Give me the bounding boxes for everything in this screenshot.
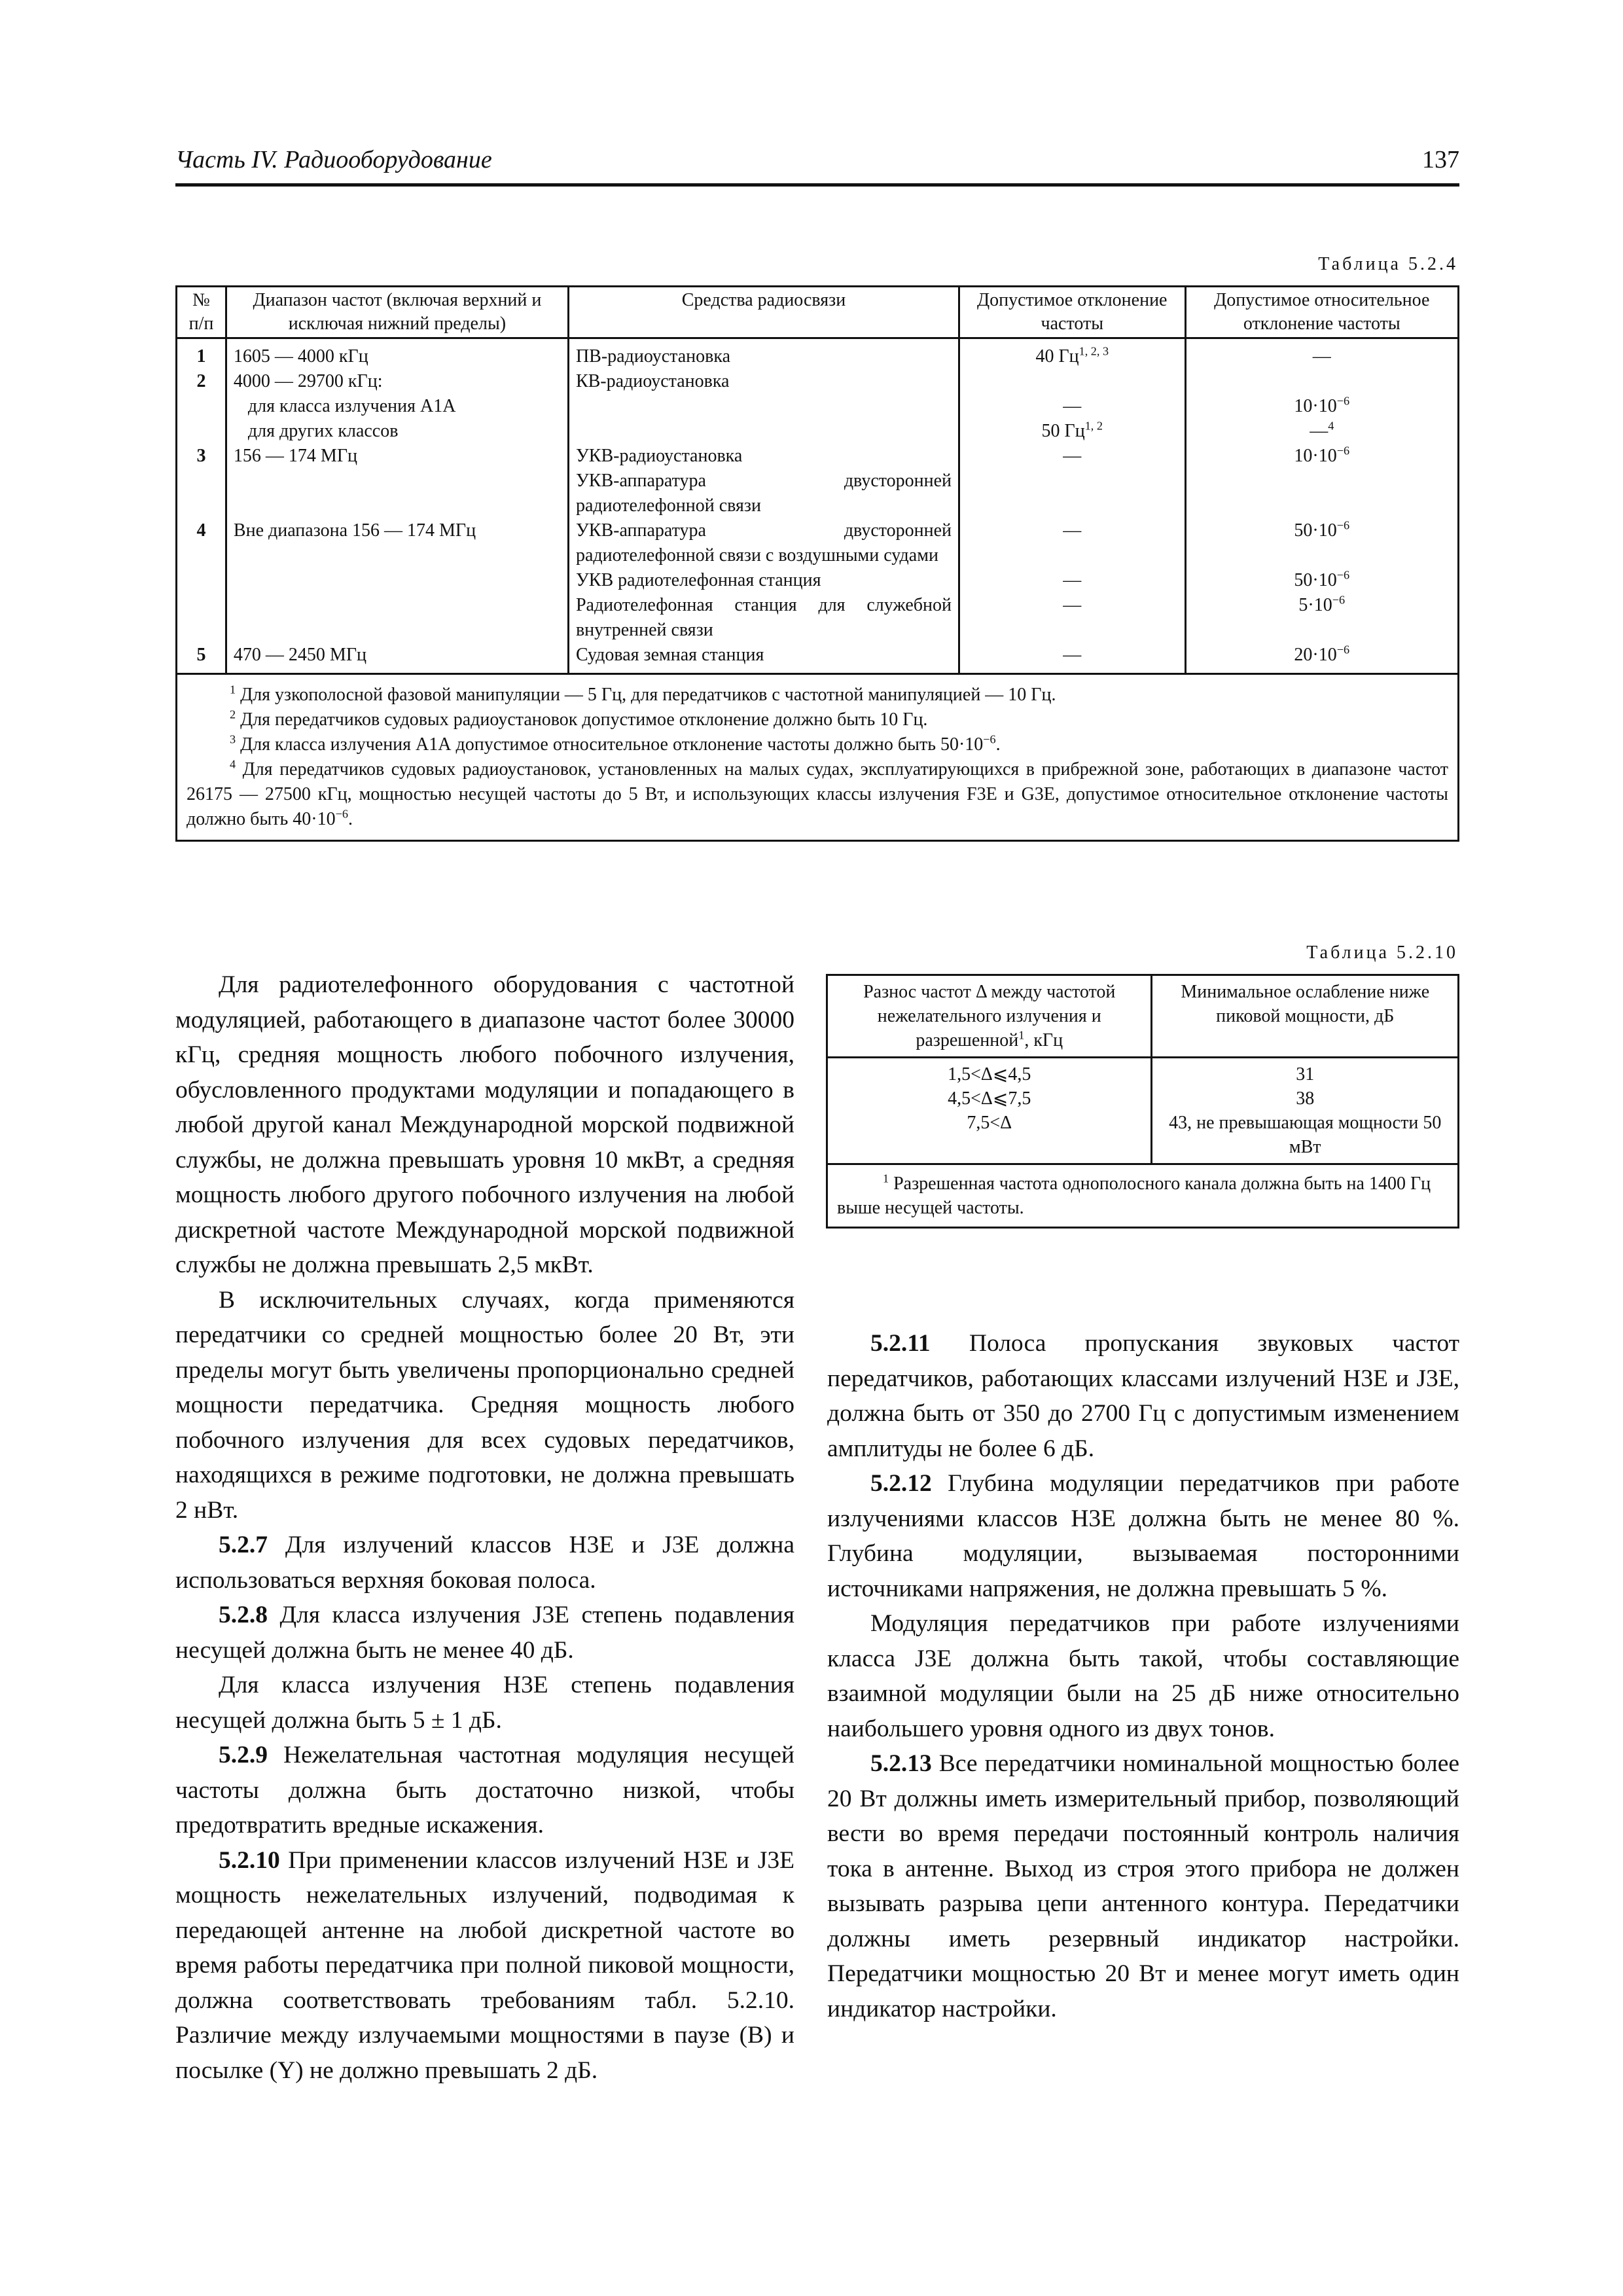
- table-cell: 40 Гц$^{1, 2, 3}$: [959, 338, 1186, 370]
- table-cell: [226, 593, 568, 643]
- paragraph: Модуляция передатчиков при работе излучениями класса J3E должна быть такой, чтобы составляющие взаимной модуляции были на 25 дБ ниже относительно наибольшего уровня одного из двух тонов.: [827, 1610, 1459, 1742]
- footnote: $^3$ Для класса излучения А1А допустимое относительное отклонение частоты должно быть $50\cdot 10^{-6}$.: [230, 732, 1001, 755]
- table-header-row: [827, 975, 1459, 1058]
- table-cell: [226, 568, 568, 593]
- footnote: $^4$ Для передатчиков судовых радиоустановок, установленных на малых судах, эксплуатирующихся в прибрежной зоне, работающих в диапазоне частот 26175 — 27500 кГц, мощностью несущей частоты до 5 Вт, и использующих классы излучения F3E и G3E, допустимое относительное отклонение частоты должно быть $40\cdot 10^{-6}$.: [187, 757, 1449, 829]
- table-cell: $50\cdot 10^{-6}$: [1185, 568, 1458, 593]
- table-cell: $10\cdot 10^{-6}$: [1185, 394, 1458, 419]
- table-row: [177, 643, 1459, 674]
- table-cell: ПВ-радиоустановка: [568, 338, 959, 370]
- table-cell: [226, 469, 568, 518]
- table-cell: для других классов: [226, 419, 568, 444]
- table-caption: Таблица 5.2.10: [1306, 942, 1458, 963]
- paragraph: 5.2.7 Для излучений классов H3E и J3E должна использоваться верхняя боковая полоса.: [175, 1532, 794, 1594]
- table-cell: 31 38 43, не превышающая мощности 50 мВт: [1152, 1058, 1459, 1164]
- table-cell: [1185, 369, 1458, 394]
- table-cell: [177, 469, 226, 518]
- table-cell: [177, 568, 226, 593]
- table-row: [177, 419, 1459, 444]
- header-cell: Диапазон частот (включая верхний и исключая нижний пределы): [226, 287, 568, 338]
- table-cell: —: [1185, 338, 1458, 370]
- table-row: [177, 338, 1459, 370]
- table-row: [177, 518, 1459, 568]
- table-cell: 156 — 174 МГц: [226, 444, 568, 469]
- table-cell: [959, 469, 1186, 518]
- table-caption: Таблица 5.2.4: [1318, 254, 1458, 274]
- unwanted-emission-table: [826, 974, 1459, 1229]
- table-cell: КВ-радиоустановка: [568, 369, 959, 394]
- paragraph: 5.2.11 Полоса пропускания звуковых частот передатчиков, работающих классами излучений H3E и J3E, должна быть от 350 до 2700 Гц с допустимым изменением амплитуды не более 6 дБ.: [827, 1330, 1459, 1462]
- table-cell: 2: [177, 369, 226, 394]
- table-cell: [177, 394, 226, 419]
- table-cell: Судовая земная станция: [568, 643, 959, 674]
- table-row: [827, 1058, 1459, 1164]
- table-notes: [177, 674, 1459, 841]
- table-cell: УКВ радиотелефонная станция: [568, 568, 959, 593]
- page-number: 137: [1422, 146, 1459, 173]
- table-cell: —: [959, 394, 1186, 419]
- running-title: Часть IV. Радиооборудование: [175, 146, 492, 173]
- table-note: $^1$ Разрешенная частота однополосного канала должна быть на 1400 Гц выше несущей частоты.: [827, 1164, 1459, 1228]
- table-cell: Радиотелефонная станция для служебной внутренней связи: [568, 593, 959, 643]
- paragraph: 5.2.9 Нежелательная частотная модуляция несущей частоты должна быть достаточно низкой, чтобы предотвратить вредные искажения.: [175, 1742, 794, 1839]
- frequency-tolerance-table: [175, 285, 1459, 842]
- table-cell: [1185, 469, 1458, 518]
- table-row: [177, 444, 1459, 469]
- table-cell: 3: [177, 444, 226, 469]
- table-cell: [568, 419, 959, 444]
- table-cell: УКВ-радиоустановка: [568, 444, 959, 469]
- table-row: [177, 394, 1459, 419]
- table-cell: 1605 — 4000 кГц: [226, 338, 568, 370]
- table-cell: 50 Гц$^{1, 2}$: [959, 419, 1186, 444]
- table-notes-row: [827, 1164, 1459, 1228]
- table-header-row: [177, 287, 1459, 338]
- table-cell: [177, 593, 226, 643]
- footnote: $^2$ Для передатчиков судовых радиоустановок допустимое отклонение должно быть 10 Гц.: [230, 708, 928, 730]
- paragraph: В исключительных случаях, когда применяются передатчики со средней мощностью более 20 Вт, эти пределы могут быть увеличены пропорционально средней мощности передатчика. Средняя мощность любого побочного излучения для всех судовых передатчиков, находящихся в режиме подготовки, не должна превышать 2 нВт.: [175, 1286, 794, 1524]
- table-cell: 5: [177, 643, 226, 674]
- left-text-column: [175, 967, 794, 2088]
- table-cell: 4: [177, 518, 226, 568]
- page-header: [175, 144, 1459, 187]
- header-cell: № п/п: [177, 287, 226, 338]
- table-cell: [959, 369, 1186, 394]
- table-cell: —: [959, 568, 1186, 593]
- table-cell: [568, 394, 959, 419]
- table-cell: —: [959, 518, 1186, 568]
- table-row: [177, 593, 1459, 643]
- table-cell: Вне диапазона 156 — 174 МГц: [226, 518, 568, 568]
- paragraph: 5.2.8 Для класса излучения J3E степень подавления несущей должна быть не менее 40 дБ.: [175, 1602, 794, 1664]
- paragraph: Для класса излучения H3E степень подавления несущей должна быть 5 ± 1 дБ.: [175, 1672, 794, 1734]
- table-cell: 1: [177, 338, 226, 370]
- table-cell: для класса излучения А1А: [226, 394, 568, 419]
- table-cell: [177, 419, 226, 444]
- paragraph: 5.2.13 Все передатчики номинальной мощностью более 20 Вт должны иметь измерительный прибор, позволяющий вести во время передачи постоянный контроль наличия тока в антенне. Выход из строя этого прибора не должен вызывать разрыва цепи антенного контура. Передатчики должны иметь резервный индикатор настройки. Передатчики мощностью 20 Вт и менее могут иметь один индикатор настройки.: [827, 1750, 1459, 2022]
- table-cell: —: [959, 643, 1186, 674]
- table-row: [177, 568, 1459, 593]
- table-cell: УКВ-аппаратура двусторонней радиотелефонной связи: [568, 469, 959, 518]
- table-cell: $10\cdot 10^{-6}$: [1185, 444, 1458, 469]
- table-cell: —$^4$: [1185, 419, 1458, 444]
- table-cell: УКВ-аппаратура двусторонней радиотелефонной связи с воздушными судами: [568, 518, 959, 568]
- header-cell: Средства радиосвязи: [568, 287, 959, 338]
- table-cell: 470 — 2450 МГц: [226, 643, 568, 674]
- header-cell: Минимальное ослабление ниже пиковой мощности, дБ: [1152, 975, 1459, 1058]
- table-row: [177, 369, 1459, 394]
- header-cell: Допустимое отклонение частоты: [959, 287, 1186, 338]
- table-row: [177, 469, 1459, 518]
- table-cell: $5\cdot 10^{-6}$: [1185, 593, 1458, 643]
- footnote: $^1$ Для узкополосной фазовой манипуляции — 5 Гц, для передатчиков с частотной манипуляцией — 10 Гц.: [230, 683, 1056, 705]
- header-cell: Допустимое относительное отклонение частоты: [1185, 287, 1458, 338]
- table-cell: —: [959, 444, 1186, 469]
- table-cell: $50\cdot 10^{-6}$: [1185, 518, 1458, 568]
- table-cell: —: [959, 593, 1186, 643]
- table-cell: 1,5<Δ⩽4,5 4,5<Δ⩽7,5 7,5<Δ: [827, 1058, 1152, 1164]
- paragraph: Для радиотелефонного оборудования с частотной модуляцией, работающего в диапазоне частот более 30000 кГц, средняя мощность любого побочного излучения, обусловленного продуктами модуляции и попадающего в любой другой канал Международной морской подвижной службы, не должна превышать уровня 10 мкВт, а средняя мощность любого другого побочного излучения на любой дискретной частоте Международной морской подвижной службы не должна превышать 2,5 мкВт.: [175, 971, 794, 1278]
- paragraph: 5.2.10 При применении классов излучений H3E и J3E мощность нежелательных излучений, подводимая к передающей антенне на любой дискретной частоте во время работы передатчика при полной пиковой мощности, должна соответствовать требованиям табл. 5.2.10. Различие между излучаемыми мощностями в паузе (B) и посылке (Y) не должно превышать 2 дБ.: [175, 1846, 794, 2084]
- paragraph: 5.2.12 Глубина модуляции передатчиков при работе излучениями классов H3E должна быть не менее 80 %. Глубина модуляции, вызываемая посторонними источниками напряжения, не должна превышать 5 %.: [827, 1470, 1459, 1602]
- table-cell: $20\cdot 10^{-6}$: [1185, 643, 1458, 674]
- table-notes-row: [177, 674, 1459, 841]
- right-text-column: [827, 1326, 1459, 2026]
- table-cell: 4000 — 29700 кГц:: [226, 369, 568, 394]
- table-body: [177, 338, 1459, 674]
- header-cell: Разнос частот Δ между частотой нежелательного излучения и разрешенной$^1$, кГц: [827, 975, 1152, 1058]
